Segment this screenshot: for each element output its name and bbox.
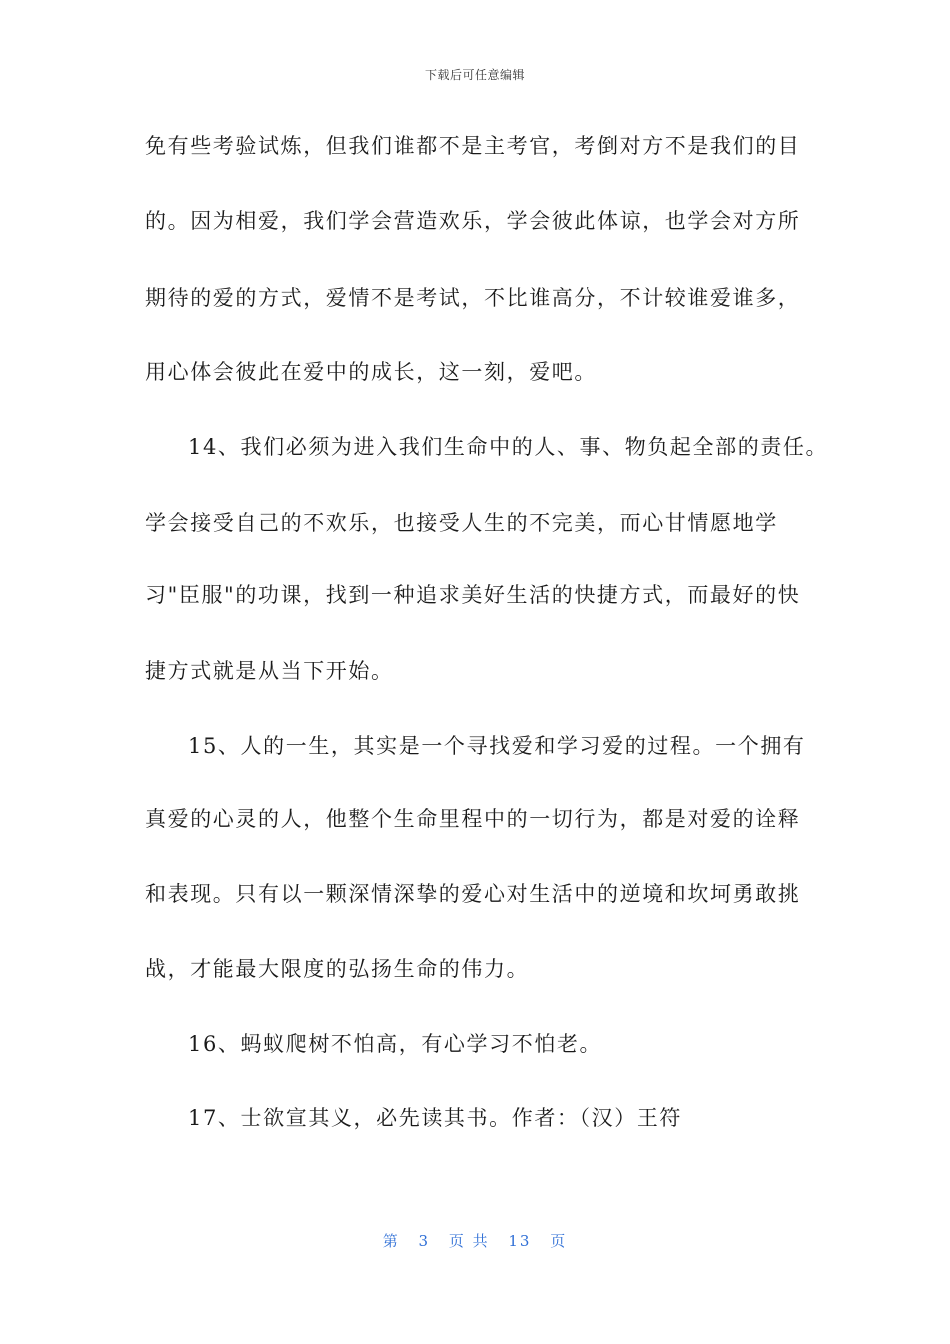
text-line: 学会接受自己的不欢乐，也接受人生的不完美，而心甘情愿地学 (145, 511, 778, 535)
text-line: 15、人的一生，其实是一个寻找爱和学习爱的过程。一个拥有 (188, 734, 806, 758)
text-line: 捷方式就是从当下开始。 (145, 659, 394, 683)
text-line: 习"臣服"的功课，找到一种追求美好生活的快捷方式，而最好的快 (145, 583, 801, 607)
text-line: 免有些考验试炼，但我们谁都不是主考官，考倒对方不是我们的目 (145, 134, 801, 158)
page-footer (0, 1230, 950, 1251)
text-line: 14、我们必须为进入我们生命中的人、事、物负起全部的责任。 (188, 435, 829, 459)
text-line: 的。因为相爱，我们学会营造欢乐，学会彼此体谅，也学会对方所 (145, 209, 801, 233)
text-line: 真爱的心灵的人，他整个生命里程中的一切行为，都是对爱的诠释 (145, 807, 801, 831)
page-suffix: 页 (550, 1232, 568, 1250)
text-line: 战，才能最大限度的弘扬生命的伟力。 (145, 957, 530, 981)
page-middle: 页 共 (448, 1232, 490, 1250)
page-prefix: 第 (382, 1232, 400, 1250)
text-line: 16、蚂蚁爬树不怕高，有心学习不怕老。 (188, 1032, 603, 1056)
text-line: 期待的爱的方式，爱情不是考试，不比谁高分，不计较谁爱谁多， (145, 286, 801, 310)
text-line: 用心体会彼此在爱中的成长，这一刻，爱吧。 (145, 360, 597, 384)
page-header: 下载后可任意编辑 (424, 68, 525, 82)
text-line: 和表现。只有以一颗深情深挚的爱心对生活中的逆境和坎坷勇敢挑 (145, 882, 801, 906)
text-line: 17、士欲宣其义，必先读其书。作者：（汉）王符 (188, 1106, 683, 1130)
total-pages: 13 (508, 1232, 532, 1250)
page-number: 3 (418, 1232, 431, 1250)
